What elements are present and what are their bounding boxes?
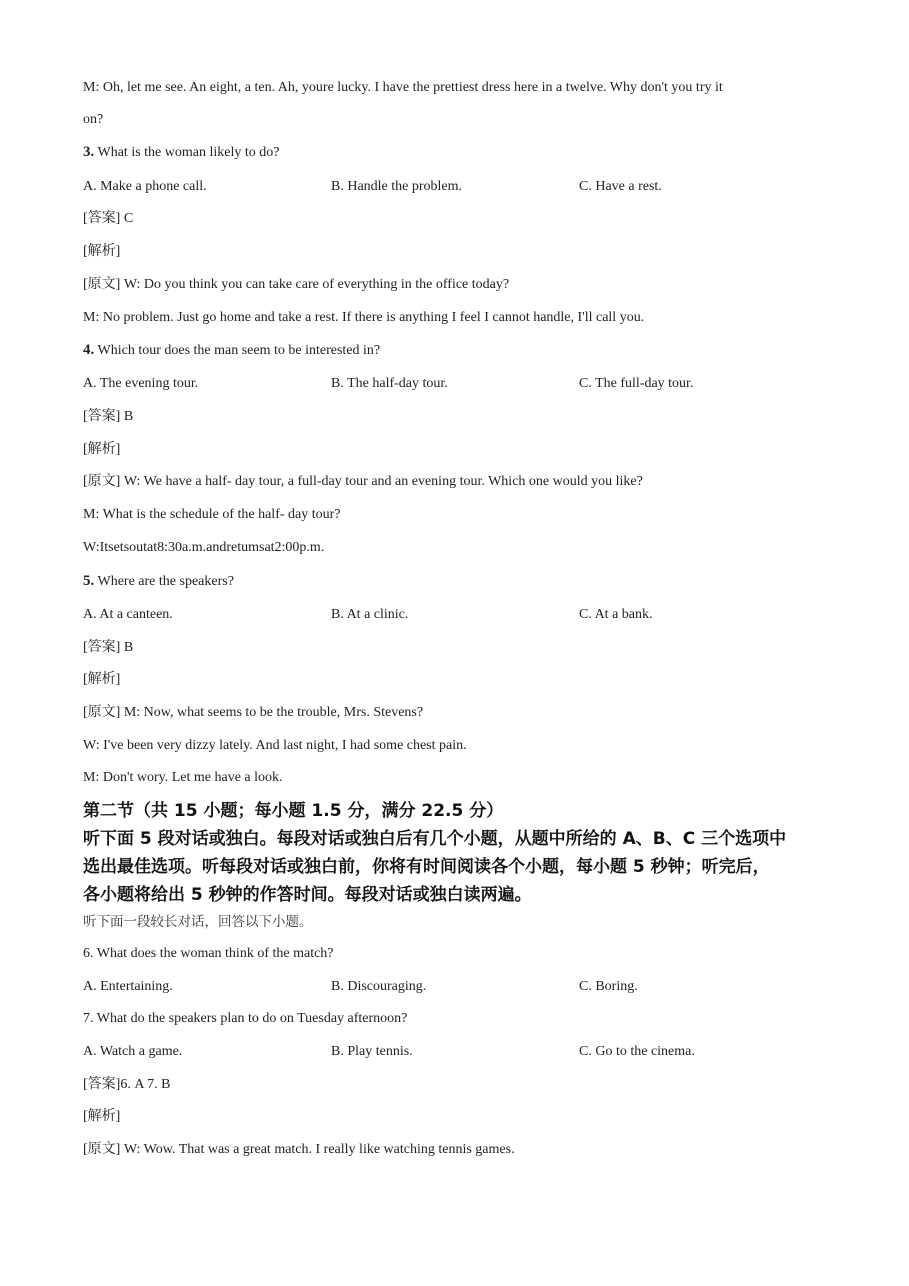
option-c: C. Boring. bbox=[579, 979, 638, 994]
answer-label: [答案] B bbox=[83, 409, 134, 424]
option-b: B. Discouraging. bbox=[331, 979, 427, 994]
option-c: C. Have a rest. bbox=[579, 179, 662, 194]
dialogue-line: M: Oh, let me see. An eight, a ten. Ah, youre lucky. I have the prettiest dress here in a twelve. Why don't you try it bbox=[83, 80, 723, 95]
transcript-line: M: What is the schedule of the half- day tour? bbox=[83, 507, 341, 522]
option-a: A. Entertaining. bbox=[83, 979, 173, 994]
answer-label: [答案] C bbox=[83, 211, 134, 226]
section-directions: 听下面 5 段对话或独白。每段对话或独白后有几个小题，从题中所给的 A、B、C 三个选项中 bbox=[83, 829, 787, 849]
option-c: C. The full-day tour. bbox=[579, 376, 694, 391]
option-c: C. At a bank. bbox=[579, 607, 653, 622]
option-b: B. The half-day tour. bbox=[331, 376, 448, 391]
option-b: B. At a clinic. bbox=[331, 607, 409, 622]
question-6: 6. What does the woman think of the match? bbox=[83, 946, 334, 961]
analysis-label: [解析] bbox=[83, 244, 121, 259]
section-title: 第二节（共 15 小题；每小题 1.5 分，满分 22.5 分） bbox=[83, 801, 504, 821]
transcript-line: [原文] W: Wow. That was a great match. I really like watching tennis games. bbox=[83, 1142, 515, 1157]
question-text: Where are the speakers? bbox=[94, 574, 234, 589]
question-number: 5. bbox=[83, 573, 95, 589]
question-7: 7. What do the speakers plan to do on Tuesday afternoon? bbox=[83, 1011, 408, 1026]
section-directions: 各小题将给出 5 秒钟的作答时间。每段对话或独白读两遍。 bbox=[83, 885, 532, 905]
transcript-line: M: No problem. Just go home and take a rest. If there is anything I feel I cannot handle, I'll call you. bbox=[83, 310, 645, 325]
option-a: A. The evening tour. bbox=[83, 376, 199, 391]
section-directions: 选出最佳选项。听每段对话或独白前，你将有时间阅读各个小题，每小题 5 秒钟；听完后， bbox=[83, 857, 770, 877]
analysis-label: [解析] bbox=[83, 1109, 121, 1124]
question-text: Which tour does the man seem to be interested in? bbox=[94, 343, 381, 358]
option-c: C. Go to the cinema. bbox=[579, 1044, 695, 1059]
dialogue-line: on? bbox=[83, 112, 104, 127]
option-b: B. Play tennis. bbox=[331, 1044, 413, 1059]
option-b: B. Handle the problem. bbox=[331, 179, 463, 194]
answer-label: [答案]6. A 7. B bbox=[83, 1077, 171, 1092]
transcript-line: [原文] W: Do you think you can take care of everything in the office today? bbox=[83, 277, 510, 292]
question-number: 3. bbox=[83, 144, 95, 160]
transcript-line: W:Itsetsoutat8:30a.m.andretumsat2:00p.m. bbox=[83, 540, 325, 555]
transcript-line: W: I've been very dizzy lately. And last night, I had some chest pain. bbox=[83, 738, 467, 753]
question-4 bbox=[83, 341, 380, 360]
transcript-line: M: Don't wory. Let me have a look. bbox=[83, 770, 283, 785]
question-number: 4. bbox=[83, 342, 95, 358]
option-a: A. Watch a game. bbox=[83, 1044, 183, 1059]
question-5 bbox=[83, 572, 234, 591]
analysis-label: [解析] bbox=[83, 672, 121, 687]
option-a: A. Make a phone call. bbox=[83, 179, 207, 194]
question-text: What is the woman likely to do? bbox=[94, 145, 280, 160]
option-a: A. At a canteen. bbox=[83, 607, 173, 622]
analysis-label: [解析] bbox=[83, 442, 121, 457]
answer-label: [答案] B bbox=[83, 640, 134, 655]
question-3 bbox=[83, 143, 279, 162]
transcript-line: [原文] W: We have a half- day tour, a full-day tour and an evening tour. Which one would you like? bbox=[83, 474, 643, 489]
transcript-line: [原文] M: Now, what seems to be the trouble, Mrs. Stevens? bbox=[83, 705, 424, 720]
section-instruction: 听下面一段较长对话，回答以下小题。 bbox=[83, 914, 313, 930]
